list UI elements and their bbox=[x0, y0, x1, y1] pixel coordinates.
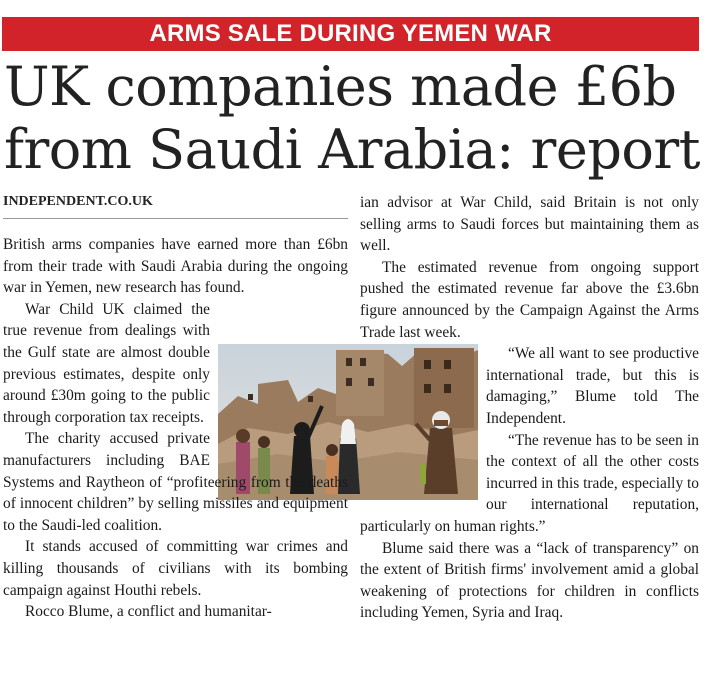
paragraph: Rocco Blume, a conflict and humanitar- bbox=[25, 603, 272, 621]
source-rule bbox=[3, 218, 348, 219]
paragraph: The charity accused private manufacturers including BAE Systems and Raytheon of “profiteering from the deaths of innocent children” by selling missiles and equipment to the Saudi-led coalition. bbox=[3, 430, 348, 534]
source-credit: INDEPENDENT.CO.UK bbox=[3, 194, 153, 209]
section-kicker: ARMS SALE DURING YEMEN WAR bbox=[2, 17, 699, 51]
paragraph: “We all want to see productive international trade, but this is damaging,” Blume told The Independent. bbox=[360, 343, 699, 429]
headline: UK companies made £6b from Saudi Arabia: report bbox=[4, 55, 700, 181]
right-column bbox=[360, 192, 699, 624]
paragraph: The estimated revenue from ongoing support pushed the estimated revenue far above the £3.6bn figure announced by the Campaign Against the Arms Trade last week. bbox=[360, 258, 699, 341]
paragraph: British arms companies have earned more than £6bn from their trade with Saudi Arabia during the ongoing war in Yemen, new research has found. bbox=[3, 236, 348, 297]
left-column bbox=[3, 234, 348, 623]
paragraph: It stands accused of committing war crimes and killing thousands of civilians with its bombing campaign against Houthi rebels. bbox=[3, 538, 348, 599]
photo-wrap-spacer bbox=[360, 343, 486, 515]
paragraph: ian advisor at War Child, said Britain is not only selling arms to Saudi forces but maintaining them as well. bbox=[360, 194, 699, 255]
paragraph: War Child UK claimed the true revenue from dealings with the Gulf state are almost double previous estimates, despite only around £30m going to the public through corporation tax receipts. bbox=[3, 299, 348, 429]
paragraph: “The revenue has to be seen in the context of all the other costs incurred in this trade, especially to our international reputation, particularly on human rights.” bbox=[360, 431, 699, 535]
photo-wrap-spacer bbox=[210, 299, 348, 453]
paragraph: Blume said there was a “lack of transparency” on the extent of British firms' involvement amid a global weakening of protections for children in conflicts including Yemen, Syria and Iraq. bbox=[360, 539, 699, 622]
